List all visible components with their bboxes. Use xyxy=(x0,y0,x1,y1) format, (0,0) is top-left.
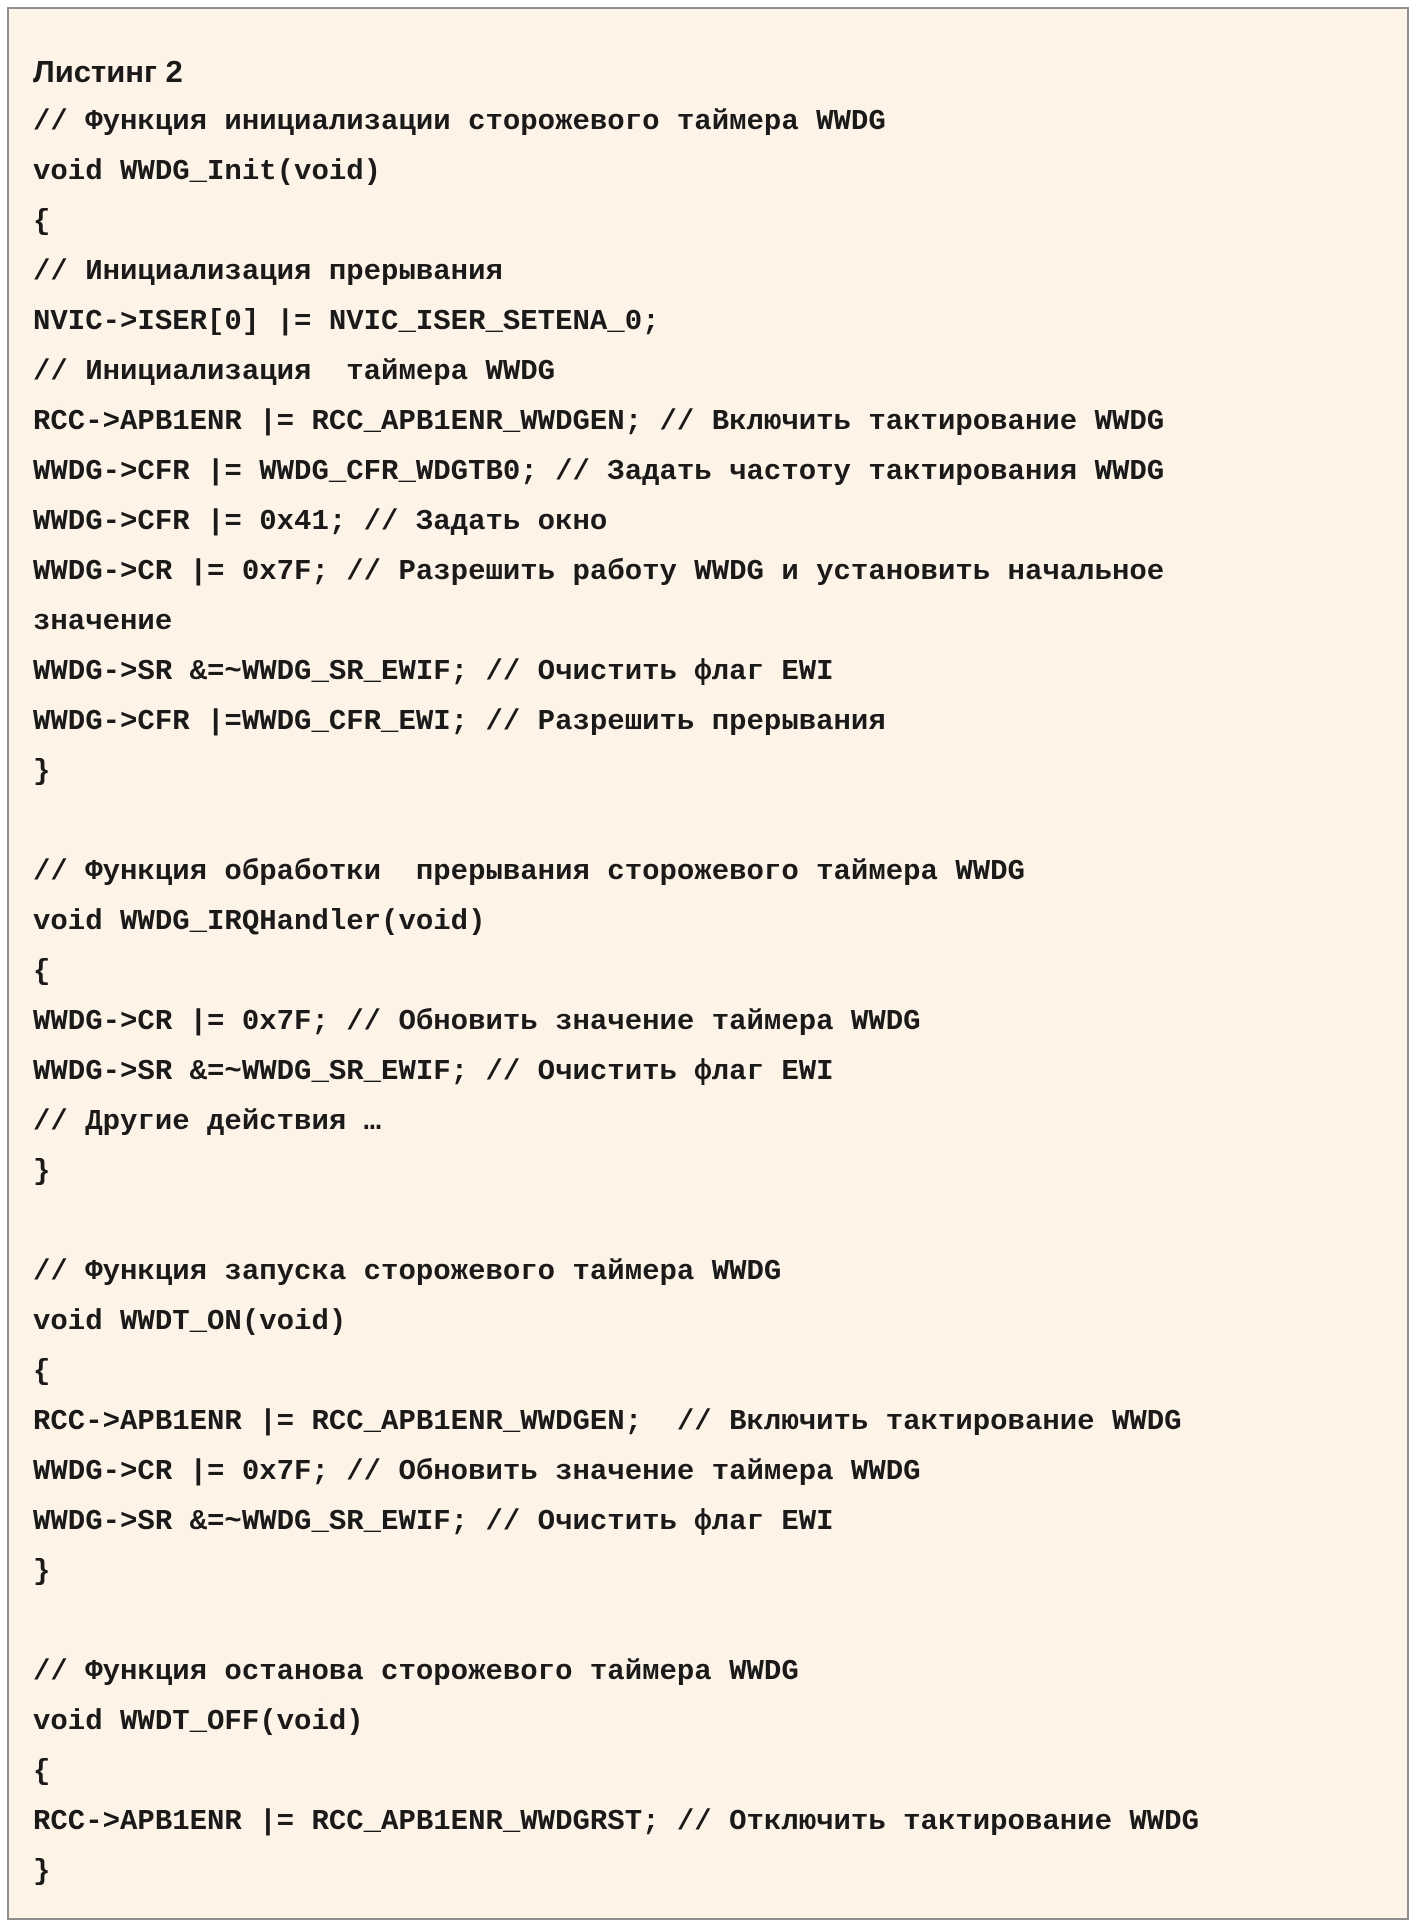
code-line: значение xyxy=(33,605,173,638)
code-line: WWDG->SR &=~WWDG_SR_EWIF; // Очистить флаг EWI xyxy=(33,1055,834,1088)
code-line: // Инициализация таймера WWDG xyxy=(33,355,556,388)
code-line: RCC->APB1ENR |= RCC_APB1ENR_WWDGEN; // Включить тактирование WWDG xyxy=(33,405,1165,438)
code-line: WWDG->CFR |=WWDG_CFR_EWI; // Разрешить прерывания xyxy=(33,705,886,738)
code-line: // Функция запуска сторожевого таймера WWDG xyxy=(33,1255,782,1288)
code-line: WWDG->CFR |= WWDG_CFR_WDGTB0; // Задать частоту тактирования WWDG xyxy=(33,455,1165,488)
code-line: void WWDG_IRQHandler(void) xyxy=(33,905,486,938)
code-line: WWDG->SR &=~WWDG_SR_EWIF; // Очистить флаг EWI xyxy=(33,1505,834,1538)
code-line: // Другие действия … xyxy=(33,1105,382,1138)
code-line: WWDG->CR |= 0x7F; // Обновить значение таймера WWDG xyxy=(33,1005,921,1038)
listing-title: Листинг 2 xyxy=(33,54,183,89)
code-line: WWDG->SR &=~WWDG_SR_EWIF; // Очистить флаг EWI xyxy=(33,655,834,688)
code-block xyxy=(33,97,1385,1897)
code-line: } xyxy=(33,1155,51,1188)
code-line: void WWDG_Init(void) xyxy=(33,155,382,188)
code-line: WWDG->CR |= 0x7F; // Обновить значение таймера WWDG xyxy=(33,1455,921,1488)
code-line: RCC->APB1ENR |= RCC_APB1ENR_WWDGRST; // Отключить тактирование WWDG xyxy=(33,1805,1199,1838)
code-line: WWDG->CFR |= 0x41; // Задать окно xyxy=(33,505,608,538)
listing-frame xyxy=(7,7,1409,1920)
code-line: RCC->APB1ENR |= RCC_APB1ENR_WWDGEN; // Включить тактирование WWDG xyxy=(33,1405,1182,1438)
code-line: void WWDT_ON(void) xyxy=(33,1305,347,1338)
code-line: } xyxy=(33,755,51,788)
code-line: { xyxy=(33,955,51,988)
code-line: NVIC->ISER[0] |= NVIC_ISER_SETENA_0; xyxy=(33,305,660,338)
code-line: { xyxy=(33,205,51,238)
code-line xyxy=(33,1197,1385,1247)
code-line: // Функция останова сторожевого таймера WWDG xyxy=(33,1655,799,1688)
code-line: { xyxy=(33,1355,51,1388)
code-line: // Функция инициализации сторожевого таймера WWDG xyxy=(33,105,886,138)
code-line: } xyxy=(33,1555,51,1588)
code-line xyxy=(33,797,1385,847)
code-line: } xyxy=(33,1855,51,1888)
code-line: { xyxy=(33,1755,51,1788)
code-line: // Функция обработки прерывания сторожевого таймера WWDG xyxy=(33,855,1025,888)
code-line: void WWDT_OFF(void) xyxy=(33,1705,364,1738)
code-line xyxy=(33,1597,1385,1647)
code-line: WWDG->CR |= 0x7F; // Разрешить работу WWDG и установить начальное xyxy=(33,555,1165,588)
code-line: // Инициализация прерывания xyxy=(33,255,503,288)
